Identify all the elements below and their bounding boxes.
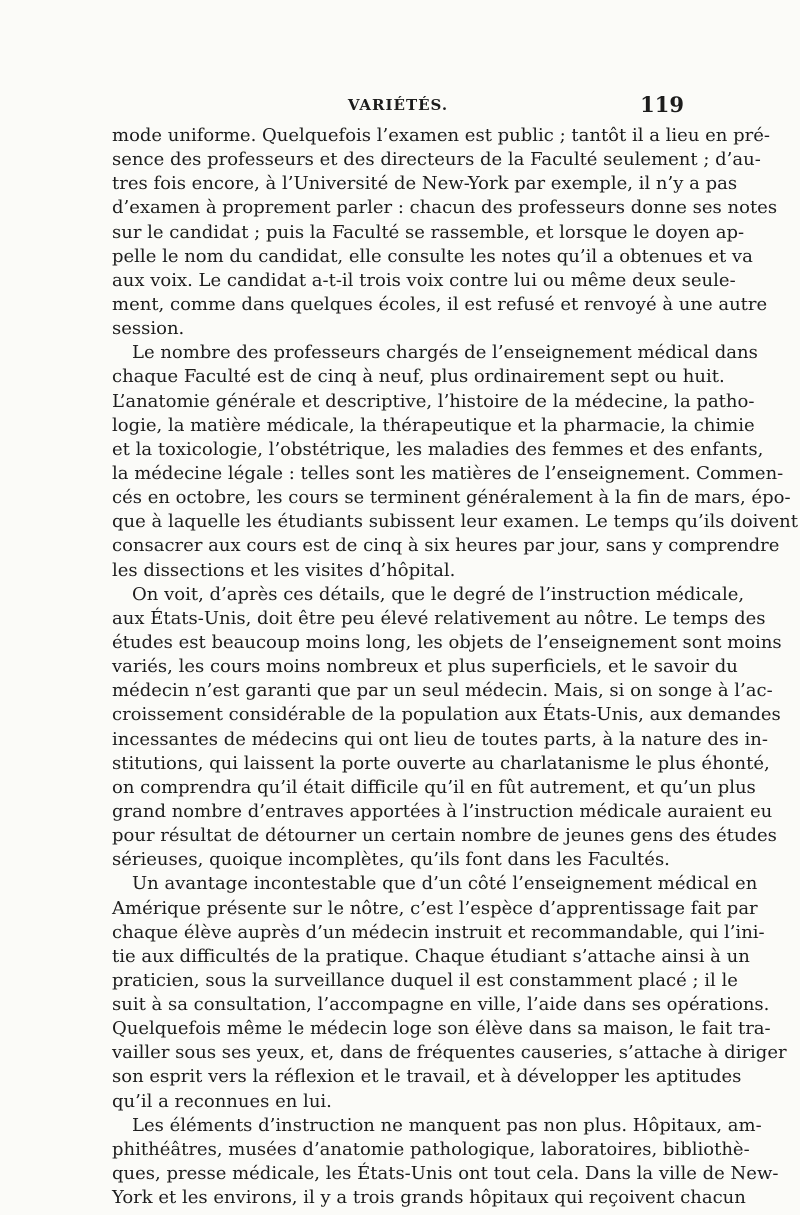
text-line: Un avantage incontestable que d’un côté l’enseignement médical en	[132, 873, 758, 895]
text-line: ment, comme dans quelques écoles, il est refusé et renvoyé à une autre	[112, 293, 768, 315]
text-line: vailler sous ses yeux, et, dans de fréquentes causeries, s’attache à diriger	[112, 1042, 787, 1064]
paragraph-1	[112, 124, 778, 341]
text-line: suit à sa consultation, l’accompagne en ville, l’aide dans ses opérations.	[112, 994, 770, 1016]
text-line: On voit, d’après ces détails, que le degré de l’instruction médicale,	[132, 583, 745, 605]
text-line: logie, la matière médicale, la thérapeutique et la pharmacie, la chimie	[112, 414, 755, 436]
running-title: VARIÉTÉS.	[347, 96, 449, 114]
text-line: praticien, sous la surveillance duquel il est constamment placé ; il le	[112, 969, 738, 991]
text-line: pour résultat de détourner un certain nombre de jeunes gens des études	[112, 825, 777, 847]
text-line: Amérique présente sur le nôtre, c’est l’espèce d’apprentissage fait par	[112, 897, 758, 919]
text-line: sérieuses, quoique incomplètes, qu’ils font dans les Facultés.	[112, 849, 670, 871]
text-line: croissement considérable de la population aux États-Unis, aux demandes	[112, 704, 781, 726]
running-head	[112, 92, 684, 122]
text-line: chaque élève auprès d’un médecin instruit et recommandable, qui l’ini-	[112, 921, 765, 943]
text-line: Les éléments d’instruction ne manquent pas non plus. Hôpitaux, am-	[132, 1114, 762, 1136]
text-line: aux voix. Le candidat a-t-il trois voix contre lui ou même deux seule-	[112, 269, 736, 291]
paragraph-3	[112, 583, 782, 873]
text-line: chaque Faculté est de cinq à neuf, plus ordinairement sept ou huit.	[112, 366, 725, 388]
text-line: mode uniforme. Quelquefois l’examen est public ; tantôt il a lieu en pré-	[112, 125, 770, 146]
paragraph-2	[112, 341, 798, 582]
text-line: tie aux difficultés de la pratique. Chaque étudiant s’attache ainsi à un	[112, 945, 750, 967]
text-line: session.	[112, 318, 185, 340]
text-line: stitutions, qui laissent la porte ouverte au charlatanisme le plus éhonté,	[112, 752, 770, 774]
text-line: grand nombre d’entraves apportées à l’instruction médicale auraient eu	[112, 800, 773, 822]
paragraph-4	[112, 872, 787, 1113]
text-line: médecin n’est garanti que par un seul médecin. Mais, si on songe à l’ac-	[112, 680, 773, 702]
text-line: pelle le nom du candidat, elle consulte les notes qu’il a obtenues et va	[112, 245, 753, 267]
text-line: phithéâtres, musées d’anatomie pathologique, laboratoires, bibliothè-	[112, 1138, 750, 1160]
text-line: les dissections et les visites d’hôpital.	[112, 559, 456, 581]
text-line: cés en octobre, les cours se terminent généralement à la fin de mars, épo-	[112, 487, 791, 509]
text-line: sur le candidat ; puis la Faculté se rassemble, et lorsque le doyen ap-	[112, 221, 745, 243]
text-line: d’examen à proprement parler : chacun des professeurs donne ses notes	[112, 197, 778, 219]
text-line: sence des professeurs et des directeurs de la Faculté seulement ; d’au-	[112, 149, 761, 171]
text-line: Le nombre des professeurs chargés de l’enseignement médical dans	[132, 342, 758, 364]
text-line: ques, presse médicale, les États-Unis ont tout cela. Dans la ville de New-	[112, 1163, 779, 1185]
text-line: qu’il a reconnues en lui.	[112, 1090, 332, 1112]
text-line: études est beaucoup moins long, les objets de l’enseignement sont moins	[112, 631, 782, 653]
text-line: que à laquelle les étudiants subissent leur examen. Le temps qu’ils doivent	[112, 511, 798, 533]
text-line: et la toxicologie, l’obstétrique, les maladies des femmes et des enfants,	[112, 438, 764, 460]
text-line: L’anatomie générale et descriptive, l’histoire de la médecine, la patho-	[112, 390, 755, 412]
text-line: variés, les cours moins nombreux et plus superficiels, et le savoir du	[112, 656, 738, 678]
text-line: consacrer aux cours est de cinq à six heures par jour, sans y comprendre	[112, 535, 780, 557]
text-line: Quelquefois même le médecin loge son élève dans sa maison, le fait tra-	[112, 1018, 771, 1040]
page-number: 119	[640, 92, 684, 117]
text-line: la médecine légale : telles sont les matières de l’enseignement. Commen-	[112, 462, 784, 484]
text-line: aux États-Unis, doit être peu élevé relativement au nôtre. Le temps des	[112, 607, 766, 629]
paragraph-5	[112, 1114, 779, 1211]
text-line: tres fois encore, à l’Université de New-York par exemple, il n’y a pas	[112, 173, 738, 195]
text-line: incessantes de médecins qui ont lieu de toutes parts, à la nature des in-	[112, 728, 768, 750]
text-line: York et les environs, il y a trois grands hôpitaux qui reçoivent chacun	[112, 1187, 746, 1209]
text-line: on comprendra qu’il était difficile qu’il en fût autrement, et qu’un plus	[112, 776, 756, 798]
body-text	[112, 124, 798, 1210]
text-line: son esprit vers la réflexion et le travail, et à développer les aptitudes	[112, 1066, 742, 1088]
